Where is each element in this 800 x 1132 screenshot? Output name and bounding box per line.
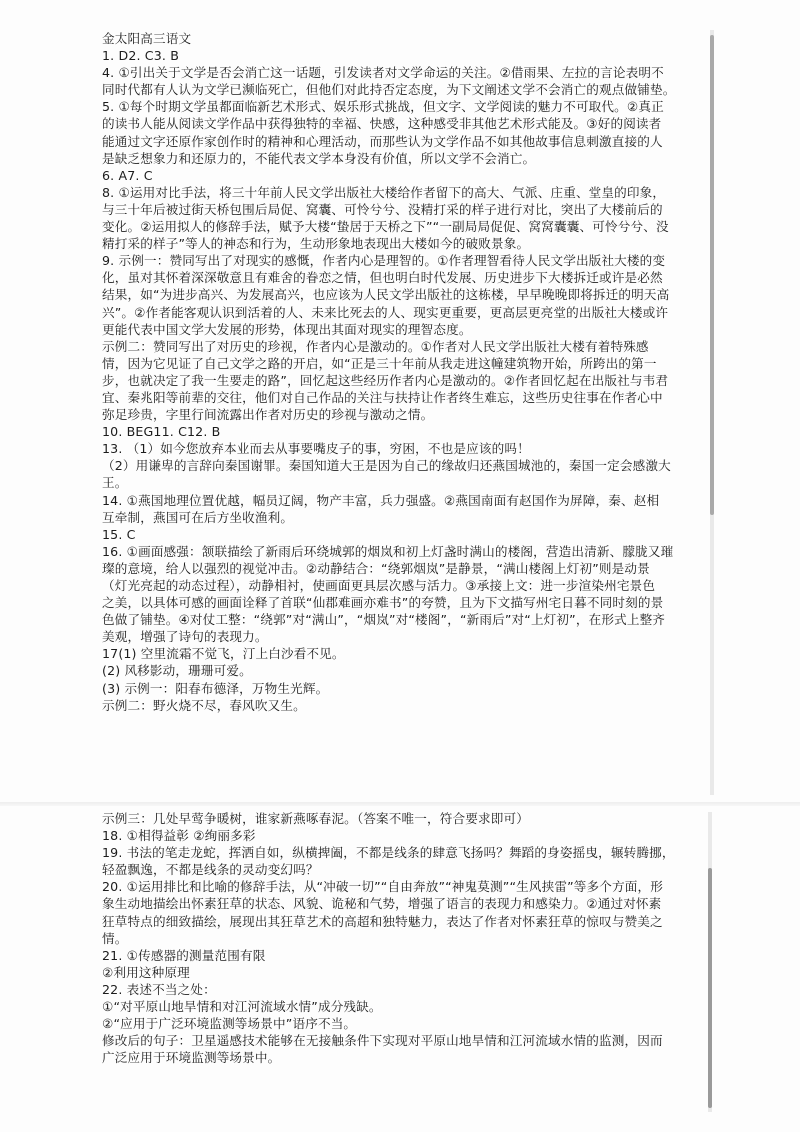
page-divider [0,802,800,806]
text-line: 结果，如“为进步高兴、为发展高兴，也应该为人民文学出版社的这栋楼，早早晚晚即将拆迁的明天高 [102,287,670,303]
answer-sheet-part-1 [102,30,702,714]
text-line: 王。 [102,475,128,491]
text-line: 9. 示例一：赞同写出了对现实的感慨，作者内心是理智的。①作者理智看待人民文学出版社大楼的变 [102,253,666,269]
text-line: 17(1) 空里流霜不觉飞，汀上白沙看不见。 [102,646,345,662]
text-line: 互牵制，燕国可在后方坐收渔利。 [102,509,294,525]
text-line: 璨的意境，给人以强烈的视觉冲击。②动静结合：“绕郭烟岚”是静景，“满山楼阁上灯初”则是动景 [102,560,650,576]
text-line: 情，因为它见证了自己文学之路的开启，如“正是三十年前从我走进这幢建筑物开始，所跨出的第一 [102,355,657,371]
text-line: 10. BEG11. C12. B [102,424,221,440]
text-line: 13. （1）如今您放弃本业而去从事要嘴皮子的事，穷困，不也是应该的吗！ [102,441,530,457]
text-line: 步，也就决定了我一生要走的路”，回忆起这些经历作者内心是激动的。②作者回忆起在出版社与韦君 [102,372,669,388]
answer-sheet-part-2 [102,810,702,1066]
text-line: 5. ①每个时期文学虽都面临新艺术形式、娱乐形式挑战，但文字、文学阅读的魅力不可取代。②真正 [102,99,664,115]
text-line: 20. ①运用排比和比喻的修辞手法，从“冲破一切”“自由奔放”“神鬼莫测”“生风挟雷”等多个方面，形 [102,879,663,895]
text-line: 狂草特点的细致描绘，展现出其狂草艺术的高超和独特魅力，表达了作者对怀素狂草的惊叹与赞美之 [102,913,663,929]
text-line: 之美，以具体可感的画面诠释了首联“仙郡难画亦难书”的夸赞，且为下文描写州宅日暮不同时刻的景 [102,595,664,611]
text-line: 示例二：赞同写出了对历史的珍视，作者内心是激动的。①作者对人民文学出版社大楼有着特殊感 [102,338,649,354]
text-line: 19. 书法的笔走龙蛇，挥洒自如，纵横捭阖，不都是线条的肆意飞扬吗？舞蹈的身姿摇曳，辗转腾挪， [102,845,675,861]
text-line: 14. ①燕国地理位置优越，幅员辽阔，物产丰富，兵力强盛。②燕国南面有赵国作为屏障，秦、赵相 [102,492,660,508]
text-line: 轻盈飘逸，不都是线条的灵动变幻吗？ [102,862,319,878]
text-line: 4. ①引出关于文学是否会消亡这一话题，引发读者对文学命运的关注。②借雨果、左拉的言论表明不 [102,65,664,81]
text-line: 15. C [102,526,136,542]
text-line: 色做了铺垫。④对仗工整：“绕郭”对“满山”，“烟岚”对“楼阁”，“新雨后”对“上灯初”，在形式上整齐 [102,612,666,628]
text-line: 修改后的句子：卫星遥感技术能够在无接触条件下实现对平原山地旱情和江河流域水情的监测，因而 [102,1033,663,1049]
text-line: ①“对平原山地旱情和对江河流域水情”成分残缺。 [102,999,382,1015]
text-line: 金太阳高三语文 [102,31,192,46]
text-line: ②利用这种原理 [102,964,190,980]
text-line: 22. 表述不当之处： [102,981,216,997]
text-line: 美观，增强了诗句的表现力。 [102,629,268,645]
text-line: 象生动地描绘出怀素狂草的状态、风貌、诡秘和气势，增强了语言的表现力和感染力。②通过对怀素 [102,896,662,912]
scrollbar-thumb[interactable] [708,868,712,1108]
text-line: 21. ①传感器的测量范围有限 [102,947,266,963]
text-line: （2）用谦卑的言辞向秦国谢罪。秦国知道大王是因为自己的缘故归还燕国城池的，秦国一定会感激大 [102,458,671,474]
text-line: (2) 风移影动，珊珊可爱。 [102,663,252,679]
text-line: 的读书人能从阅读文学作品中获得独特的幸福、快感，这种感受非其他艺术形式能及。③好的阅读者 [102,116,662,132]
text-line: 更能代表中国文学大发展的形势，体现出其面对现实的理智态度。 [102,321,472,337]
text-line: 1. D2. C3. B [102,48,179,64]
text-line: 是缺乏想象力和还原力的，不能代表文学本身没有价值，所以文学不会消亡。 [102,150,536,166]
text-line: 示例三：几处早莺争暖树，谁家新燕啄春泥。（答案不唯一，符合要求即可） [102,811,529,826]
text-line: ②“应用于广泛环境监测等场景中”语序不当。 [102,1016,357,1032]
text-line: 16. ①画面感强：颔联描绘了新雨后环绕城郭的烟岚和初上灯盏时满山的楼阁，营造出清新、朦胧又璀 [102,543,674,559]
scrollbar-thumb[interactable] [710,35,714,515]
text-line: 能通过文字还原作家创作时的精神和心理活动，而那些认为文学作品不如其他故事信息刺激直接的人 [102,133,663,149]
text-line: (3) 示例一：阳春布德泽，万物生光辉。 [102,680,329,696]
text-line: 情。 [102,930,128,946]
text-line: 示例二：野火烧不尽，春风吹又生。 [102,697,306,713]
text-line: 变化。②运用拟人的修辞手法，赋予大楼“蛰居于天桥之下”“一副局局促促、窝窝囊囊、可怜兮兮、没 [102,219,669,235]
text-line: 兴”。②作者能客观认识到活着的人、未来比死去的人、现实更重要，更高层更亮堂的出版社大楼或许 [102,304,669,320]
text-line: 精打采的样子”等人的神态和行为，生动形象地表现出大楼如今的破败景象。 [102,236,530,252]
text-line: 宜、秦兆阳等前辈的交往，他们对自己作品的关注与扶持让作者终生难忘，这些历史往事在作者心中 [102,389,663,405]
text-line: 化，虽对其怀着深深敬意且有难舍的眷恋之情，但也明白时代发展、历史进步下大楼拆迁或许是必然 [102,270,663,286]
text-line: （灯光亮起的动态过程），动静相衬，使画面更具层次感与活力。③承接上文：进一步渲染州宅景色 [102,578,656,593]
text-line: 6. A7. C [102,167,153,183]
text-line: 18. ①相得益彰 ②绚丽多彩 [102,828,256,844]
text-line: 8. ①运用对比手法，将三十年前人民文学出版社大楼给作者留下的高大、气派、庄重、堂皇的印象， [102,184,666,200]
text-line: 弥足珍贵，字里行间流露出作者对历史的珍视与激动之情。 [102,407,434,423]
text-line: 广泛应用于环境监测等场景中。 [102,1050,281,1066]
text-line: 与三十年后被过街天桥包围后局促、窝囊、可怜兮兮、没精打采的样子进行对比，突出了大楼前后的 [102,201,663,217]
text-line: 同时代都有人认为文学已濒临死亡，但他们对此持否定态度，为下文阐述文学不会消亡的观点做铺垫。 [102,82,676,98]
